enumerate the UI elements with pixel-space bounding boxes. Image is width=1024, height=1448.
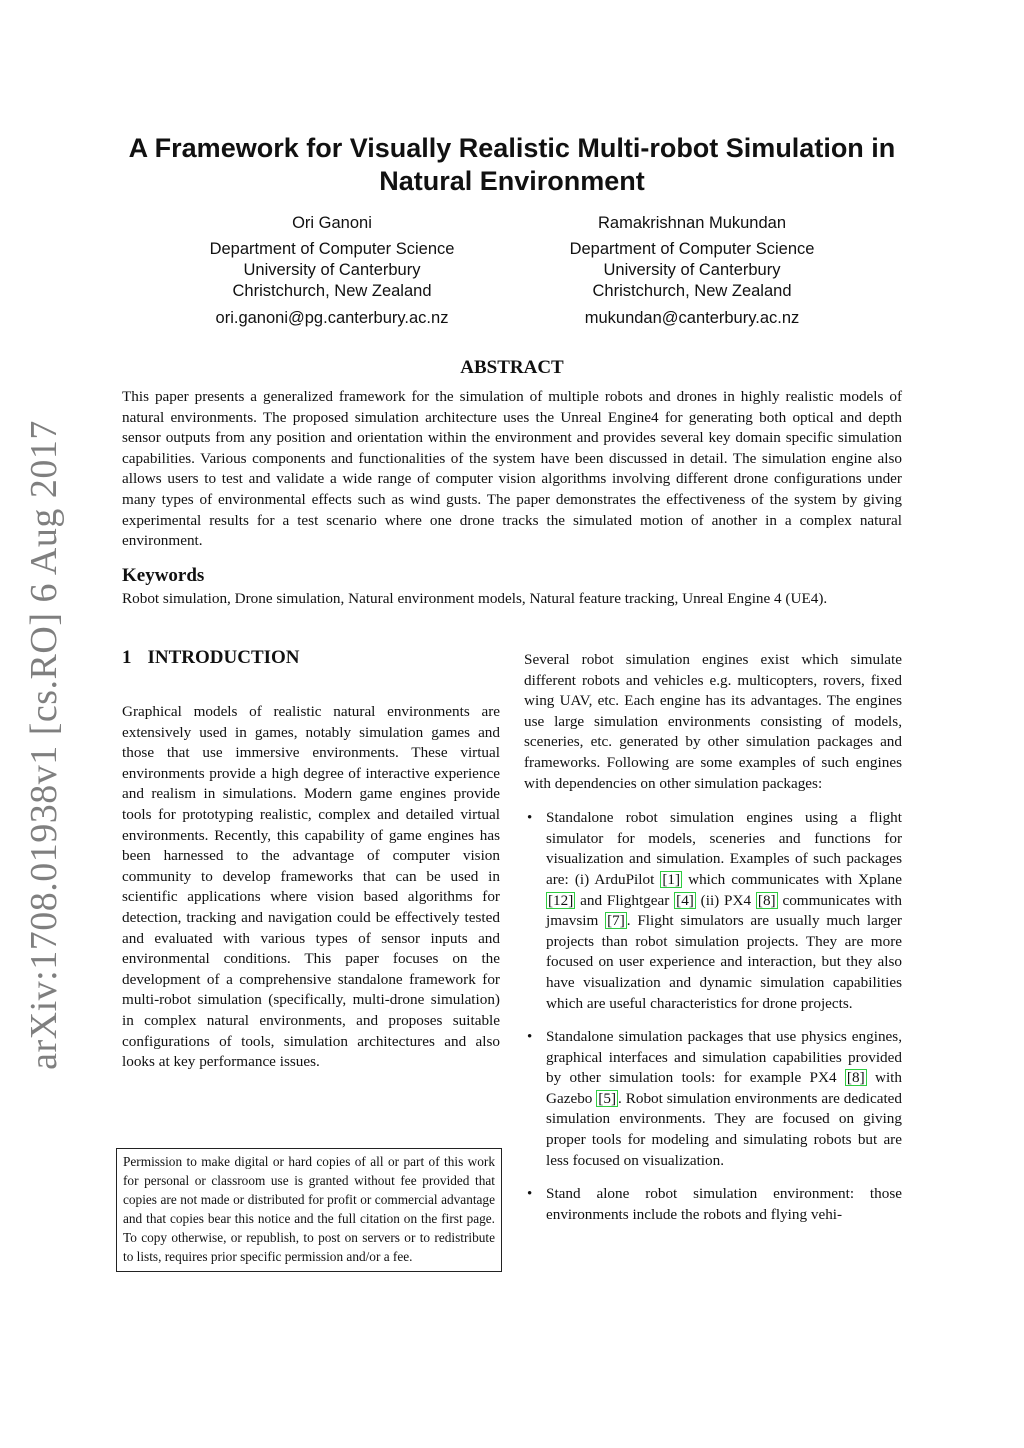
citation-link[interactable]: [12] (548, 891, 574, 909)
title-line-1: A Framework for Visually Realistic Multi-robot Simulation in (128, 133, 896, 163)
paper-title (100, 132, 924, 198)
author-email: ori.ganoni@pg.canterbury.ac.nz (215, 309, 449, 327)
right-column (524, 650, 902, 1238)
author-university: University of Canterbury (603, 261, 781, 279)
citation-link[interactable]: [7] (607, 912, 625, 930)
title-line-2: Natural Environment (379, 166, 645, 196)
list-item-text: . Robot simulation environments are dedicated simulation environments. They are focused on giving proper tools for modeling and simulating robots but are less focused on visualization. (546, 1089, 902, 1169)
list-item-text: and Flightgear (575, 891, 675, 909)
list-item (524, 1184, 902, 1225)
keywords-heading: Keywords (122, 565, 205, 586)
author-location: Christchurch, New Zealand (592, 282, 792, 300)
author-name: Ramakrishnan Mukundan (597, 214, 787, 232)
list-item-text: Standalone robot simulation engines using a flight simulator for models, sceneries and functions for visualization and simulation. Examples of such packages are: (i) ArduPilot (546, 809, 902, 888)
author-name: Ori Ganoni (292, 214, 372, 232)
author-location: Christchurch, New Zealand (232, 282, 432, 300)
list-item-text: Stand alone robot simulation environment: those environments include the robots and flying vehi- (546, 1185, 902, 1223)
arxiv-identifier-stamp: arXiv:1708.01938v1 [cs.RO] 6 Aug 2017 (23, 420, 65, 1070)
citation-link[interactable]: [5] (598, 1089, 617, 1107)
list-item (524, 1027, 902, 1171)
simulation-engines-list (524, 808, 902, 1225)
citation-link[interactable]: [4] (676, 891, 694, 909)
simulation-engines-paragraph: Several robot simulation engines exist which simulate different robots and vehicles e.g. multicopters, rovers, fixed wing UAV, etc. Each engine has its advantages. The engines use large simulation environments consisting of models, sceneries, etc. generated by other simulation packages and frameworks. Following are some examples of such engines with dependencies on other simulation packages: (524, 651, 902, 792)
author-email: mukundan@canterbury.ac.nz (584, 309, 800, 327)
introduction-paragraph: Graphical models of realistic natural environments are extensively used in games, notably simulation games and those that use immersive environments. These virtual environments provide a high degree of interactive experience and realism in simulations. Modern game engines provide tools for prototyping realistic, complex and detailed virtual environments. Recently, this capability of game engines has been harnessed to the advantage of computer vision community to develop frameworks that can be used in scientific applications where vision based algorithms for detection, tracking and navigation could be effectively tested and evaluated with various types of sensor inputs and environmental conditions. This paper focuses on the development of a comprehensive standalone framework for multi-robot simulation (specifically, multi-drone simulation) in complex natural environments, and proposes suitable configurations of tools, simulation architectures and also looks at key performance issues. (122, 703, 500, 1071)
author-block-1 (162, 213, 502, 329)
list-item-text: which communicates with Xplane (682, 870, 902, 888)
abstract-text: This paper presents a generalized framework for the simulation of multiple robots and drones in highly realistic models of natural environments. The proposed simulation architecture uses the Unreal Engine4 for generating both optical and depth sensor outputs from any position and orientation within the environment and provides several key domain specific simulation capabilities. Various components and functionalities of the system have been discussed in detail. The simulation engine also allows users to test and validate a wide range of computer vision algorithms involving different drone configurations under many types of environmental effects such as wind gusts. The paper demonstrates the effectiveness of the system by giving experimental results for a test scenario where one drone tracks the simulated motion of another in a complex natural environment. (122, 388, 902, 550)
author-block-2 (522, 213, 862, 329)
section-number: 1 (122, 647, 132, 668)
list-item-text: communicates with jmavsim (546, 891, 902, 930)
introduction-heading (122, 647, 300, 669)
citation-link[interactable]: [8] (757, 891, 776, 909)
abstract-heading: ABSTRACT (460, 357, 564, 378)
bullet-icon: • (527, 1186, 533, 1203)
list-item-text: . Flight simulators are usually much larger projects than robot simulation projects. They are more focused on user experience and interaction, but they also have visualization and dynamic simulation capabilities which are useful characteristics for drone projects. (546, 912, 902, 1012)
permission-notice-box: Permission to make digital or hard copies of all or part of this work for personal or classroom use is granted without fee provided that copies are not made or distributed for profit or commercial advantage and that copies bear this notice and the full citation on the first page. To copy otherwise, or republish, to post on servers or to redistribute to lists, requires prior specific permission and/or a fee. (116, 1148, 502, 1272)
bullet-icon: • (527, 1029, 533, 1046)
author-department: Department of Computer Science (209, 240, 455, 258)
citation-link[interactable]: [8] (846, 1069, 865, 1087)
keywords-text: Robot simulation, Drone simulation, Natural environment models, Natural feature tracking, Unreal Engine 4 (UE4). (122, 590, 828, 607)
author-university: University of Canterbury (243, 261, 421, 279)
list-item-text: Standalone simulation packages that use physics engines, graphical interfaces and simulation capabilities provided by other simulation tools: for example PX4 (546, 1028, 902, 1087)
list-item (524, 808, 902, 1014)
author-department: Department of Computer Science (569, 240, 815, 258)
bullet-icon: • (527, 810, 533, 827)
list-item-text: (ii) PX4 (695, 891, 756, 909)
section-title: INTRODUCTION (147, 647, 300, 668)
citation-link[interactable]: [1] (662, 870, 681, 888)
list-item-text: with Gazebo (546, 1069, 902, 1107)
